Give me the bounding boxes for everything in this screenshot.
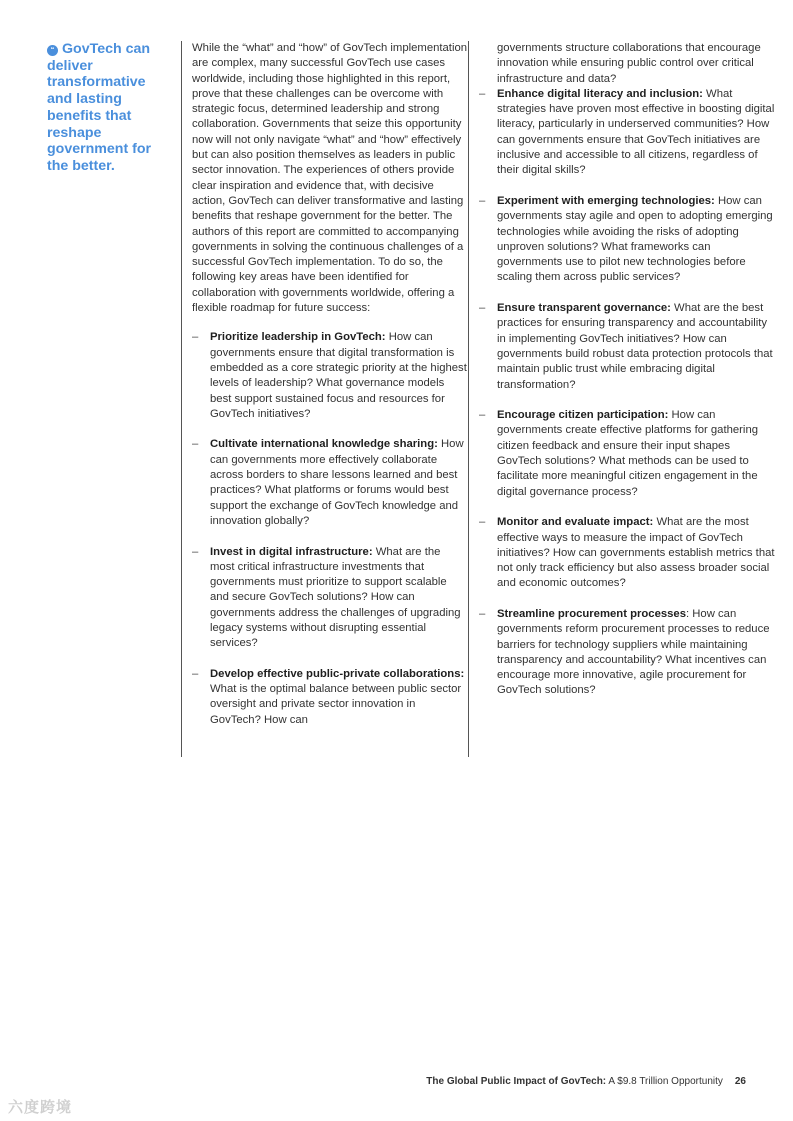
left-bullet-list [192, 330, 467, 728]
dash-icon: – [479, 194, 486, 207]
dash-icon: – [479, 87, 486, 100]
list-item [192, 437, 467, 529]
bullet-title: Streamline procurement processes [497, 607, 686, 620]
bullet-title: Develop effective public-private collaborations: [210, 667, 465, 680]
list-item [479, 607, 777, 699]
pull-quote [47, 41, 159, 175]
dash-icon: – [479, 409, 486, 422]
bullet-title: Experiment with emerging technologies: [497, 194, 715, 207]
footer-title-rest: A $9.8 Trillion Opportunity [606, 1076, 723, 1087]
bullet-body: : How can governments reform procurement processes to reduce barriers for technology suppliers while maintaining transparency and accountability? What incentives can encourage more innovative, agile procurement for GovTech solutions? [497, 607, 770, 697]
dash-icon: – [192, 438, 199, 451]
bullet-title: Prioritize leadership in GovTech: [210, 331, 386, 344]
dash-icon: – [479, 302, 486, 315]
intro-paragraph: While the “what” and “how” of GovTech implementation are complex, many successful GovTech use cases worldwide, including those highlighted in this report, prove that these challenges can be overcome with strategic focus, determined leadership and strong collaboration. Governments that seize this opportunity now will not only navigate “what” and “how” effectively but can also position themselves as leaders in public sector innovation. The experiences of others provide clear inspiration and evidence that, with decisive action, GovTech can deliver transformative and lasting benefits that reshape government for the better. The authors of this report are committed to accompanying governments in solving the continuous challenges of a successful GovTech implementation. To do so, the following key areas have been identified for collaboration with governments worldwide, offering a flexible roadmap for future success: [192, 42, 468, 315]
quote-mark-icon: “ [47, 45, 58, 56]
list-item [479, 515, 777, 591]
pull-quote-text: GovTech can deliver transformative and lasting benefits that reshape government for the better. [47, 41, 152, 174]
bullet-title: Ensure transparent governance: [497, 302, 671, 315]
bullet-body: How can governments stay agile and open to adopting emerging technologies while avoiding the risks of adopting unproven solutions? What frameworks can governments use to pilot new technologies before scaling them across public services? [497, 194, 773, 284]
dash-icon: – [192, 667, 199, 680]
bullet-body: What are the most effective ways to measure the impact of GovTech initiatives? How can governments establish metrics that not only track efficiency but also assess broader social and economic outcomes? [497, 516, 775, 590]
list-item [479, 408, 777, 500]
list-item [479, 87, 777, 179]
bullet-title: Encourage citizen participation: [497, 409, 669, 422]
dash-icon: – [479, 516, 486, 529]
bullet-body: How can governments create effective platforms for gathering citizen feedback and ensure their input shapes GovTech solutions? What methods can be used to facilitate more meaningful citizen engagement in the digital governance process? [497, 409, 759, 498]
watermark-logo: 六度跨境 [8, 1099, 73, 1116]
list-item [479, 194, 777, 286]
footer-title-bold: The Global Public Impact of GovTech: [426, 1076, 607, 1087]
bullet-title: Invest in digital infrastructure: [210, 545, 373, 558]
bullet-title: Monitor and evaluate impact: [497, 516, 654, 529]
dash-icon: – [479, 607, 486, 620]
bullet-title: Enhance digital literacy and inclusion: [497, 87, 703, 100]
right-column [468, 41, 777, 757]
bullet-body: What are the best practices for ensuring transparency and accountability in implementing GovTech initiatives? How can governments build robust data protection protocols that maintain public trust while embracing digital transformation? [497, 302, 773, 391]
right-bullet-list [479, 87, 777, 699]
bullet-body: What are the most critical infrastructure investments that governments must prioritize to support scalable and secure GovTech solutions? How can governments address the challenges of upgrading legacy systems without disrupting essential services? [210, 545, 461, 650]
bullet-body: How can governments ensure that digital transformation is embedded as a core strategic priority at the highest levels of leadership? What governance models best support sustained focus and resources for GovTech initiatives? [210, 331, 467, 420]
bullet-title: Cultivate international knowledge sharing: [210, 438, 438, 451]
list-item [192, 545, 467, 652]
page-footer [426, 1076, 746, 1087]
bullet-body: What is the optimal balance between public sector oversight and private sector innovation in GovTech? How can [210, 683, 462, 726]
list-item [479, 301, 777, 393]
continuation-text: governments structure collaborations that encourage innovation while ensuring public control over critical infrastructure and data? [497, 42, 761, 85]
bullet-body: How can governments more effectively collaborate across borders to share lessons learned and best practices? What platforms or forums would best support the exchange of GovTech knowledge and innovation globally? [210, 438, 464, 527]
dash-icon: – [192, 331, 199, 344]
middle-column [181, 41, 467, 757]
dash-icon: – [192, 545, 199, 558]
bullet-body: What strategies have proven most effective in boosting digital literacy, particularly in underserved communities? How can governments ensure that GovTech initiatives are inclusive and accessible to all citizens, regardless of their digital skills? [497, 87, 775, 177]
list-item [192, 330, 467, 422]
list-item [192, 667, 467, 728]
page-number: 26 [734, 1076, 746, 1087]
